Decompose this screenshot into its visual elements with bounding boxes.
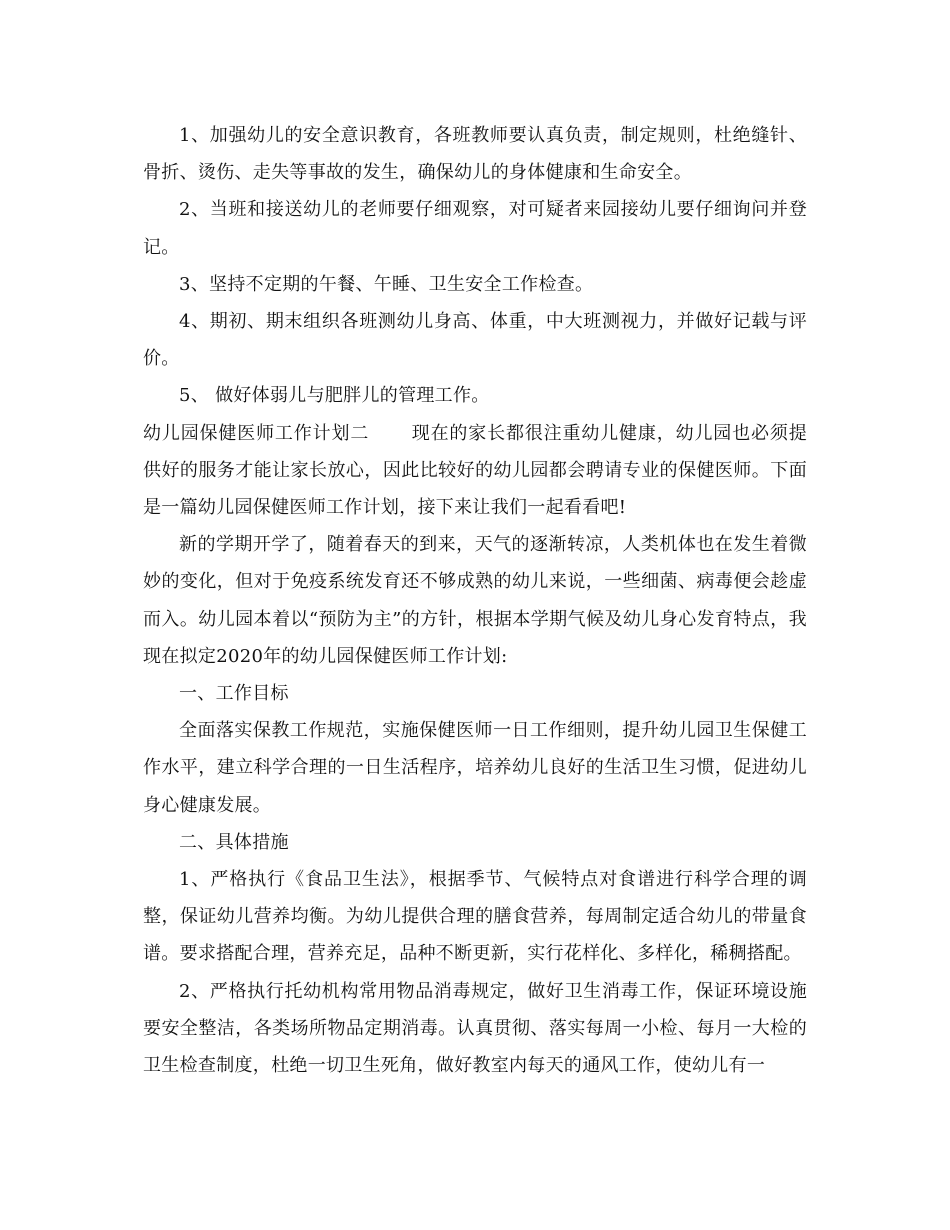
safety-item-5: 5、 做好体弱儿与肥胖儿的管理工作。 [179, 385, 490, 407]
measure-item-1: 1、严格执行《食品卫生法》，根据季节、气候特点对食谱进行科学合理的调整，保证幼儿营养均衡。为幼儿提供合理的膳食营养，每周制定适合幼儿的带量食谱。要求搭配合理，营养充足，品种不断更新，实行花样化、多样化，稀稠搭配。 [143, 869, 807, 965]
measure-item-2: 2、严格执行托幼机构常用物品消毒规定，做好卫生消毒工作，保证环境设施要安全整洁，各类场所物品定期消毒。认真贯彻、落实每周一小检、每月一大检的卫生检查制度，杜绝一切卫生死角，做好教室内每天的通风工作，使幼儿有一 [143, 980, 807, 1077]
safety-item-1: 1、加强幼儿的安全意识教育，各班教师要认真负责，制定规则，杜绝缝针、骨折、烫伤、走失等事故的发生，确保幼儿的身体健康和生命安全。 [143, 125, 807, 184]
safety-item-4: 4、期初、期末组织各班测幼儿身高、体重，中大班测视力，并做好记载与评价。 [143, 311, 807, 370]
heading-goals: 一、工作目标 [179, 683, 289, 705]
safety-item-2: 2、当班和接送幼儿的老师要仔细观察，对可疑者来园接幼儿要仔细询问并登记。 [143, 199, 807, 258]
document-body [143, 117, 807, 1084]
section-intro: 现在的家长都很注重幼儿健康，幼儿园也必须提供好的服务才能让家长放心，因此比较好的幼儿园都会聘请专业的保健医师。下面是一篇幼儿园保健医师工作计划，接下来让我们一起看看吧! [143, 422, 807, 519]
section-title-paragraph [143, 415, 807, 527]
safety-item-3: 3、坚持不定期的午餐、午睡、卫生安全工作检查。 [179, 273, 594, 295]
goals-text: 全面落实保教工作规范，实施保健医师一日工作细则，提升幼儿园卫生保健工作水平，建立科学合理的一日生活程序，培养幼儿良好的生活卫生习惯，促进幼儿身心健康发展。 [143, 720, 807, 816]
section-title: 幼儿园保健医师工作计划二 [143, 422, 370, 444]
intro-paragraph: 新的学期开学了，随着春天的到来，天气的逐渐转凉，人类机体也在发生着微妙的变化，但对于免疫系统发育还不够成熟的幼儿来说，一些细菌、病毒便会趁虚而入。幼儿园本着以“预防为主”的方针，根据本学期气候及幼儿身心发育特点，我现在拟定2020年的幼儿园保健医师工作计划: [143, 534, 807, 667]
heading-measures: 二、具体措施 [179, 831, 289, 853]
